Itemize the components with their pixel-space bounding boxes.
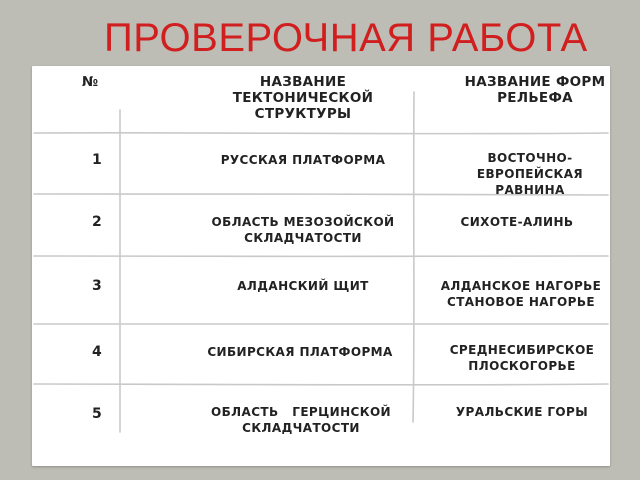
column-divider-1 bbox=[120, 110, 121, 432]
structure-cell: СИБИРСКАЯ ПЛАТФОРМА bbox=[207, 345, 393, 359]
header-structure: НАЗВАНИЕ ТЕКТОНИЧЕСКОЙ СТРУКТУРЫ bbox=[232, 74, 374, 122]
slide-title: ПРОВЕРОЧНАЯ РАБОТА bbox=[104, 16, 588, 60]
row-number: 2 bbox=[92, 214, 102, 230]
relief-cell: СРЕДНЕСИБИРСКОЕ ПЛОСКОГОРЬЕ bbox=[449, 343, 595, 373]
header-number: № bbox=[82, 74, 99, 90]
row-number: 3 bbox=[92, 278, 102, 294]
relief-cell: УРАЛЬСКИЕ ГОРЫ bbox=[455, 405, 589, 419]
structure-cell: АЛДАНСКИЙ ЩИТ bbox=[237, 279, 369, 293]
structure-cell: РУССКАЯ ПЛАТФОРМА bbox=[220, 153, 386, 167]
worksheet-table bbox=[32, 66, 610, 466]
structure-cell: ОБЛАСТЬ ГЕРЦИНСКОЙ СКЛАДЧАТОСТИ bbox=[211, 405, 396, 435]
relief-cell: АЛДАНСКОЕ НАГОРЬЕ СТАНОВОЕ НАГОРЬЕ bbox=[440, 279, 602, 309]
row-number: 4 bbox=[92, 344, 102, 360]
structure-cell: ОБЛАСТЬ МЕЗОЗОЙСКОЙ СКЛАДЧАТОСТИ bbox=[211, 215, 395, 245]
relief-cell: СИХОТЕ-АЛИНЬ bbox=[460, 215, 574, 229]
column-divider-2 bbox=[413, 92, 414, 422]
row-number: 1 bbox=[92, 152, 102, 168]
header-relief: НАЗВАНИЕ ФОРМ РЕЛЬЕФА bbox=[464, 74, 606, 106]
row-number: 5 bbox=[92, 406, 102, 422]
relief-cell: ВОСТОЧНО-ЕВРОПЕЙСКАЯ РАВНИНА bbox=[476, 151, 584, 197]
